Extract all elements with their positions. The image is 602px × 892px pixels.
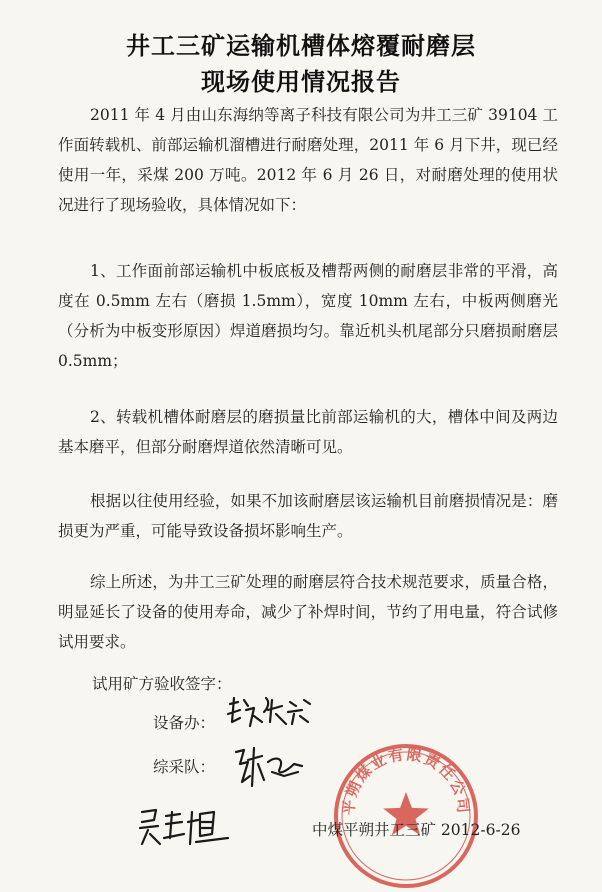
equipment-office-label: 设备办： [153,714,216,732]
left-signer-signature [136,804,240,850]
paragraph-experience: 根据以往使用经验，如果不加该耐磨层该运输机目前磨损情况是：磨损更为严重，可能导致设备损坏影响生产。 [58,492,558,540]
mining-team-signature [228,742,308,792]
mining-team-label: 综采队： [153,758,216,776]
company-seal [330,740,482,892]
paragraph-item-2: 2、转载机槽体耐磨层的磨损量比前部运输机的大，槽体中间及两边基本磨平，但部分耐磨焊道依然清晰可见。 [58,408,558,456]
document-title-line1: 井工三矿运输机槽体熔覆耐磨层 [126,32,476,60]
document-title-line2: 现场使用情况报告 [201,68,401,96]
footer-org-date: 中煤平朔井工三矿 2012-6-26 [312,821,521,839]
paragraph-intro: 2011 年 4 月由山东海纳等离子科技有限公司为井工三矿 39104 工作面转载机、前部运输机溜槽进行耐磨处理，2011 年 6 月下井，现已经使用一年，采煤 200 万吨。2012 年 6 月 26 日，对耐磨处理的使用状况进行了现场验收，具体情况如下： [58,106,558,214]
paragraph-conclusion: 综上所述，为井工三矿处理的耐磨层符合技术规范要求，质量合格，明显延长了设备的使用寿命，减少了补焊时间，节约了用电量，符合试修试用要求。 [58,573,558,651]
seal-text: 平朔煤业有限责任公司 [339,745,473,816]
equipment-office-signature [224,692,320,734]
paragraph-item-1: 1、工作面前部运输机中板底板及槽帮两侧的耐磨层非常的平滑，高度在 0.5mm 左右（磨损 1.5mm），宽度 10mm 左右，中板两侧磨光（分析为中板变形原因）焊道磨损均匀。靠近机头机尾部分只磨损耐磨层 0.5mm； [58,262,558,370]
signature-heading: 试用矿方验收签字： [92,675,232,693]
